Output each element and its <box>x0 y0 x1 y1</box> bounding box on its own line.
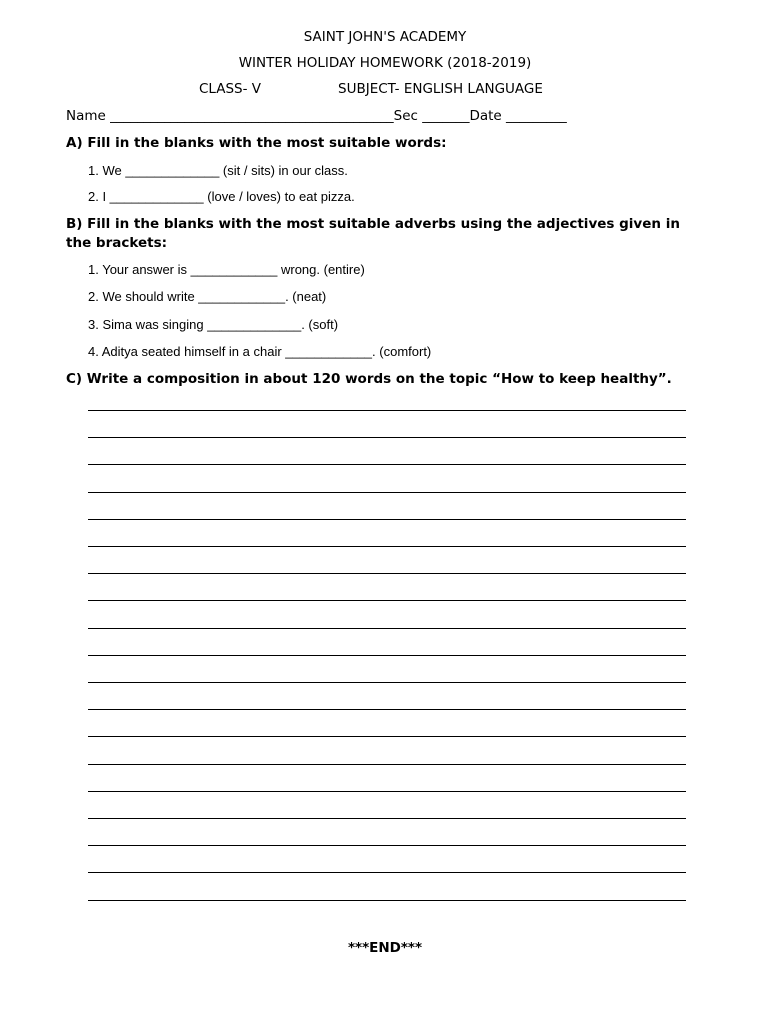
writing-line <box>88 900 686 901</box>
section-a-item-2: 2. I _____________ (love / loves) to eat pizza. <box>88 189 355 204</box>
end-marker: ***END*** <box>347 940 423 956</box>
writing-line <box>88 492 686 493</box>
school-name: SAINT JOHN'S ACADEMY <box>303 29 467 45</box>
writing-line <box>88 709 686 710</box>
writing-line <box>88 845 686 846</box>
section-b-heading: B) Fill in the blanks with the most suitable adverbs using the adjectives given in the brackets: <box>66 216 680 251</box>
writing-line <box>88 573 686 574</box>
writing-line <box>88 655 686 656</box>
writing-line <box>88 519 686 520</box>
writing-line <box>88 546 686 547</box>
writing-line <box>88 872 686 873</box>
class-label: CLASS- V <box>199 81 262 97</box>
writing-line <box>88 818 686 819</box>
section-b-item-4: 4. Aditya seated himself in a chair ____________. (comfort) <box>88 344 432 359</box>
homework-title: WINTER HOLIDAY HOMEWORK (2018-2019) <box>238 55 532 71</box>
writing-line <box>88 736 686 737</box>
writing-line <box>88 600 686 601</box>
student-info-line: Name __________________________________________Sec _______Date _________ <box>66 108 567 124</box>
section-b-item-3: 3. Sima was singing _____________. (soft) <box>88 317 339 332</box>
writing-line <box>88 464 686 465</box>
section-a-item-1: 1. We _____________ (sit / sits) in our class. <box>88 163 348 178</box>
writing-line <box>88 410 686 411</box>
section-c-heading: C) Write a composition in about 120 words on the topic “How to keep healthy”. <box>66 371 672 387</box>
writing-line <box>88 437 686 438</box>
writing-line <box>88 764 686 765</box>
section-a-heading: A) Fill in the blanks with the most suitable words: <box>66 135 447 151</box>
section-b-item-1: 1. Your answer is ____________ wrong. (entire) <box>88 262 365 277</box>
subject-label: SUBJECT- ENGLISH LANGUAGE <box>338 81 543 97</box>
section-b-item-2: 2. We should write ____________. (neat) <box>88 289 327 304</box>
writing-line <box>88 791 686 792</box>
writing-line <box>88 682 686 683</box>
writing-line <box>88 628 686 629</box>
